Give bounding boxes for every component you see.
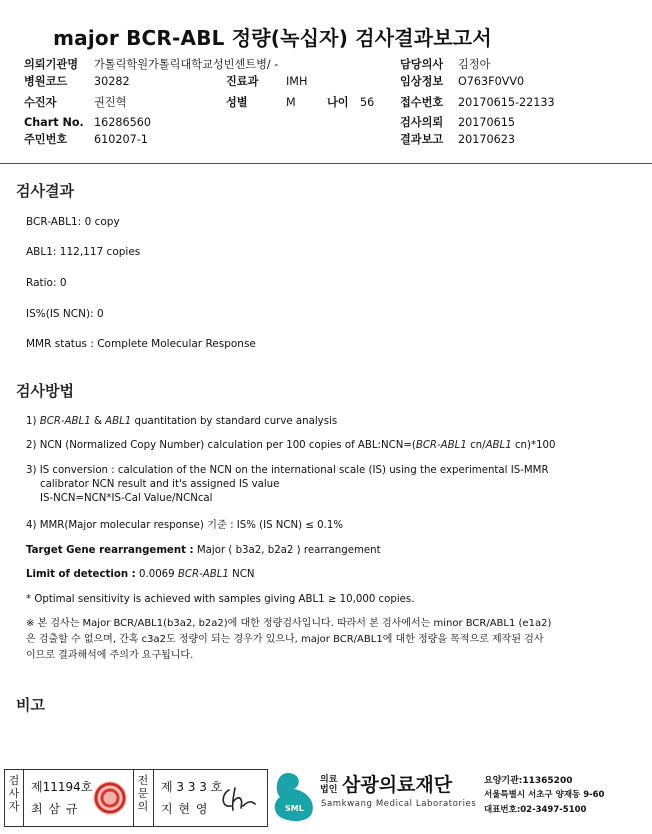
lod-unit: NCN bbox=[232, 569, 255, 580]
phone: 대표번호:02-3497-5100 bbox=[484, 805, 587, 815]
method-heading: 검사방법 bbox=[16, 382, 74, 400]
value-request-date: 20170615 bbox=[458, 116, 515, 129]
target-label: Target Gene rearrangement : bbox=[26, 545, 194, 556]
label-request-date: 검사의뢰 bbox=[400, 116, 444, 129]
value-patient: 권진혁 bbox=[94, 96, 127, 109]
limit-of-detection bbox=[26, 569, 255, 582]
result-mmr-status: MMR status : Complete Molecular Response bbox=[26, 338, 256, 350]
method-item-4: 4) MMR(Major molecular response) 기준 : IS% (IS NCN) ≤ 0.1% bbox=[26, 520, 344, 531]
m3-line2: calibrator NCN result and it's assigned IS value bbox=[40, 479, 280, 490]
m1-gene2: ABL1 bbox=[105, 416, 132, 427]
examiner-seal bbox=[93, 781, 127, 815]
examiner-license-no: 제11194호 bbox=[31, 780, 93, 794]
lod-value: 0.0069 bbox=[139, 569, 175, 580]
m2-post: cn)*100 bbox=[514, 440, 556, 451]
label-sex: 성별 bbox=[226, 96, 248, 109]
label-patient: 수진자 bbox=[24, 96, 57, 109]
value-resident-no: 610207-1 bbox=[94, 133, 148, 146]
header-age bbox=[327, 96, 375, 109]
value-hospital-code: 30282 bbox=[94, 75, 130, 88]
note2-line2: 은 검출할 수 없으며, 간혹 c3a2도 정량이 되는 경우가 있으나, major BCR/ABL1에 대한 정량을 목적으로 제작된 검사 bbox=[26, 634, 544, 645]
examiner-name: 최 삼 규 bbox=[31, 802, 79, 816]
header-sex bbox=[226, 96, 296, 109]
value-age: 56 bbox=[360, 96, 375, 109]
note2-line3: 이므로 결과해석에 주의가 요구됩니다. bbox=[26, 650, 194, 661]
value-sex: M bbox=[286, 96, 296, 109]
header-dept bbox=[226, 75, 308, 88]
result-is-percent: IS%(IS NCN): 0 bbox=[26, 308, 104, 320]
result-ratio: Ratio: 0 bbox=[26, 277, 67, 289]
label-report-date: 결과보고 bbox=[400, 133, 444, 146]
result-abl1: ABL1: 112,117 copies bbox=[26, 246, 141, 258]
logo-abbr: SML bbox=[285, 804, 304, 813]
corp-english: Samkwang Medical Laboratories bbox=[321, 799, 477, 809]
label-clinical-info: 임상정보 bbox=[400, 75, 444, 88]
value-report-date: 20170623 bbox=[458, 133, 515, 146]
corp-name: 삼광의료재단 bbox=[342, 774, 453, 796]
m2-mid: cn/ bbox=[470, 440, 486, 451]
label-age: 나이 bbox=[327, 96, 349, 109]
m1-gene1: BCR-ABL1 bbox=[39, 416, 91, 427]
sml-logo-icon bbox=[272, 771, 318, 823]
label-chart-no: Chart No. bbox=[24, 116, 84, 129]
specialist-license-no: 제 3 3 3 호 bbox=[161, 780, 223, 794]
label-institution: 의뢰기관명 bbox=[24, 58, 79, 71]
result-bcr-abl1: BCR-ABL1: 0 copy bbox=[26, 216, 120, 228]
label-doctor: 담당의사 bbox=[400, 58, 444, 71]
label-resident-no: 주민번호 bbox=[24, 133, 68, 146]
m3-line3: IS-NCN=NCN*IS-Cal Value/NCNcal bbox=[40, 493, 213, 504]
m1-rest: quantitation by standard curve analysis bbox=[134, 416, 338, 427]
m3-line1: 3) IS conversion : calculation of the NCN on the international scale (IS) using the experimental IS-MMR bbox=[26, 465, 549, 476]
label-hospital-code: 병원코드 bbox=[24, 75, 68, 88]
method-item-2 bbox=[26, 440, 556, 453]
value-receipt-no: 20170615-22133 bbox=[458, 96, 555, 109]
value-doctor: 김정아 bbox=[458, 58, 491, 71]
remarks-heading: 비고 bbox=[16, 696, 45, 714]
label-dept: 진료과 bbox=[226, 75, 259, 88]
report-title: major BCR-ABL 정량(녹십자) 검사결과보고서 bbox=[53, 26, 492, 50]
corp-type: 의료 법인 bbox=[320, 775, 338, 795]
value-chart-no: 16286560 bbox=[94, 116, 151, 129]
value-institution: 가톨릭학원가톨릭대학교성빈센트병/ - bbox=[94, 58, 279, 71]
m2-gene1: BCR-ABL1 bbox=[415, 440, 467, 451]
m2-pre: 2) NCN (Normalized Copy Number) calculation per 100 copies of ABL:NCN=( bbox=[26, 440, 416, 451]
target-gene bbox=[26, 545, 381, 558]
m1-amp: & bbox=[93, 416, 102, 427]
examiner-label: 검 사 자 bbox=[8, 774, 20, 813]
institution-code: 요양기관:11365200 bbox=[484, 776, 573, 786]
footer bbox=[4, 769, 648, 827]
signature-box bbox=[4, 769, 268, 827]
specialist-signature-icon bbox=[219, 784, 259, 814]
value-dept: IMH bbox=[286, 75, 308, 88]
lod-gene: BCR-ABL1 bbox=[177, 569, 229, 580]
header-divider bbox=[0, 163, 652, 164]
value-clinical-info: O763F0VV0 bbox=[458, 75, 525, 88]
target-value: Major ( b3a2, b2a2 ) rearrangement bbox=[196, 545, 381, 556]
method-item-1 bbox=[26, 416, 337, 429]
address: 서울특별시 서초구 양재동 9-60 bbox=[484, 790, 605, 800]
specialist-name: 지 현 영 bbox=[161, 802, 209, 816]
label-receipt-no: 접수번호 bbox=[400, 96, 444, 109]
specialist-label: 전 문 의 bbox=[137, 774, 149, 813]
note2-line1: ※ 본 검사는 Major BCR/ABL1(b3a2, b2a2)에 대한 정량검사입니다. 따라서 본 검사에서는 minor BCR/ABL1 (e1a2) bbox=[26, 618, 552, 629]
results-heading: 검사결과 bbox=[16, 182, 74, 200]
m1-num: 1) bbox=[26, 416, 37, 427]
m2-gene2: ABL1 bbox=[485, 440, 512, 451]
note-sensitivity: * Optimal sensitivity is achieved with samples giving ABL1 ≥ 10,000 copies. bbox=[26, 594, 415, 605]
lod-label: Limit of detection : bbox=[26, 569, 136, 580]
